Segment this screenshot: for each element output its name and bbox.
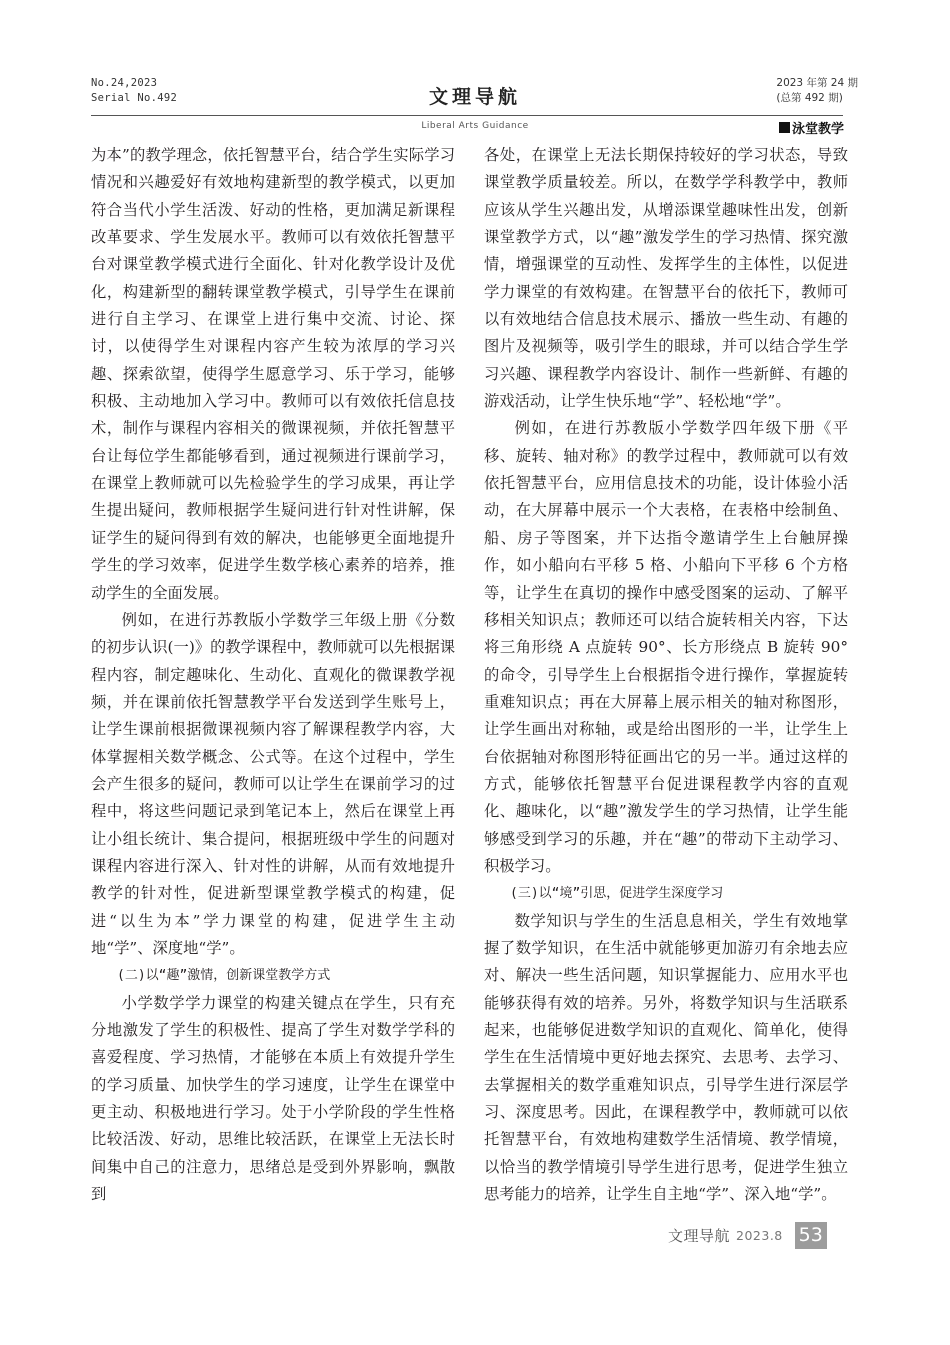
footer-journal: 文理导航 — [668, 1227, 731, 1245]
square-icon — [779, 122, 790, 133]
issue-info-cn — [776, 76, 858, 106]
paragraph: 为本”的教学理念，依托智慧平台，结合学生实际学习情况和兴趣爱好有效地构建新型的教学模式，以更加符合当代小学生活泼、好动的性格，更加满足新课程改革要求、学生发展水平。教师可以有效依托智慧平台对课堂教学模式进行全面化、针对化教学设计及优化，构建新型的翻转课堂教学模式，引导学生在课前进行自主学习、在课堂上进行集中交流、讨论、探讨，以使得学生对课程内容产生较为浓厚的学习兴趣、探索欲望，使得学生愿意学习、乐于学习，能够积极、主动地加入学习中。教师可以有效依托信息技术，制作与课程内容相关的微课视频，并依托智慧平台让每位学生都能够看到，通过视频进行课前学习，在课堂上教师就可以先检验学生的学习成果，再让学生提出疑问，教师根据学生疑问进行针对性讲解，保证学生的疑问得到有效的解决，也能够更全面地提升学生的学习效率，促进学生数学核心素养的培养，推动学生的全面发展。 — [91, 146, 455, 602]
page-footer — [668, 1222, 827, 1249]
footer-date: 2023.8 — [736, 1228, 783, 1243]
year-issue: 2023 年第 24 期 — [776, 77, 858, 89]
section-heading: (三)以“境”引思，促进学生深度学习 — [510, 886, 724, 902]
column-name: 泳堂教学 — [791, 122, 844, 137]
paragraph: 例如，在进行苏教版小学数学四年级下册《平移、旋转、轴对称》的教学过程中，教师就可以有效依托智慧平台，应用信息技术的功能，设计体验小活动，在大屏幕中展示一个大表格，在表格中绘制鱼、船、房子等图案，并下达指令邀请学生上台触屏操作，如小船向右平移 5 格、小船向下平移 6 个方格等，让学生在真切的操作中感受图案的运动、了解平移相关知识点；教师还可以结合旋转相关内容，下达将三角形绕 A 点旋转 90°、长方形绕点 B 旋转 90°的命令，引导学生上台根据指令进行操作，掌握旋转重难知识点；再在大屏幕上展示相关的轴对称图形，让学生画出对称轴，或是给出图形的一半，让学生上台依据轴对称图形特征画出它的另一半。通过这样的方式，能够依托智慧平台促进课程教学内容的直观化、趣味化，以“趣”激发学生的学习热情，让学生能够感受到学习的乐趣，并在“趣”的带动下主动学习、积极学习。 — [484, 419, 848, 875]
paragraph: 各处，在课堂上无法长期保持较好的学习状态，导致课堂教学质量较差。所以，在数学学科教学中，教师应该从学生兴趣出发，从增添课堂趣味性出发，创新课堂教学方式，以“趣”激发学生的学习热情、探究激情，增强课堂的互动性、发挥学生的主体性，以促进学力课堂的有效构建。在智慧平台的依托下，教师可以有效地结合信息技术展示、播放一些生动、有趣的图片及视频等，吸引学生的眼球，并可以结合学生学习兴趣、课程教学内容设计、制作一些新鲜、有趣的游戏活动，让学生快乐地“学”、轻松地“学”。 — [484, 146, 848, 411]
page-number: 53 — [795, 1222, 827, 1249]
left-column — [91, 142, 455, 1208]
journal-title: 文理导航 — [428, 86, 521, 108]
issue-number: No.24,2023 — [91, 77, 158, 89]
header-divider — [91, 115, 843, 116]
column-label — [779, 118, 844, 137]
paragraph: 数学知识与学生的生活息息相关，学生有效地掌握了数学知识，在生活中就能够更加游刃有余地去应对、解决一些生活问题，知识掌握能力、应用水平也能够获得有效的培养。另外，将数学知识与生活联系起来，也能够促进数学知识的直观化、简单化，使得学生在生活情境中更好地去探究、去思考、去学习、去掌握相关的数学重难知识点，引导学生进行深层学习、深度思考。因此，在课程教学中，教师就可以依托智慧平台，有效地构建数学生活情境、教学情境，以恰当的教学情境引导学生进行思考，促进学生独立思考能力的培养，让学生自主地“学”、深入地“学”。 — [484, 911, 848, 1204]
journal-subtitle: Liberal Arts Guidance — [421, 121, 529, 131]
right-column — [484, 142, 848, 1208]
paragraph: 小学数学学力课堂的构建关键点在学生，只有充分地激发了学生的积极性、提高了学生对数学学科的喜爱程度、学习热情，才能够在本质上有效提升学生的学习质量、加快学生的学习速度，让学生在课堂中更主动、积极地进行学习。处于小学阶段的学生性格比较活泼、好动，思维比较活跃，在课堂上无法长时间集中自己的注意力，思绪总是受到外界影响，飘散到 — [91, 993, 455, 1204]
total-issue: (总第 492 期) — [776, 92, 843, 104]
paragraph: 例如，在进行苏教版小学数学三年级上册《分数的初步认识(一)》的教学课程中，教师就可以先根据课程内容，制定趣味化、生动化、直观化的微课教学视频，并在课前依托智慧教学平台发送到学生账号上，让学生课前根据微课视频内容了解课程教学内容，大体掌握相关数学概念、公式等。在这个过程中，学生会产生很多的疑问，教师可以让学生在课前学习的过程中，将这些问题记录到笔记本上，然后在课堂上再让小组长统计、集合提问，根据班级中学生的问题对课程内容进行深入、针对性的讲解，从而有效地提升教学的针对性，促进新型课堂教学模式的构建，促进“以生为本”学力课堂的构建，促进学生主动地“学”、深度地“学”。 — [91, 610, 455, 957]
serial-number: Serial No.492 — [91, 92, 178, 104]
section-heading: (二)以“趣”激情，创新课堂教学方式 — [117, 968, 331, 984]
